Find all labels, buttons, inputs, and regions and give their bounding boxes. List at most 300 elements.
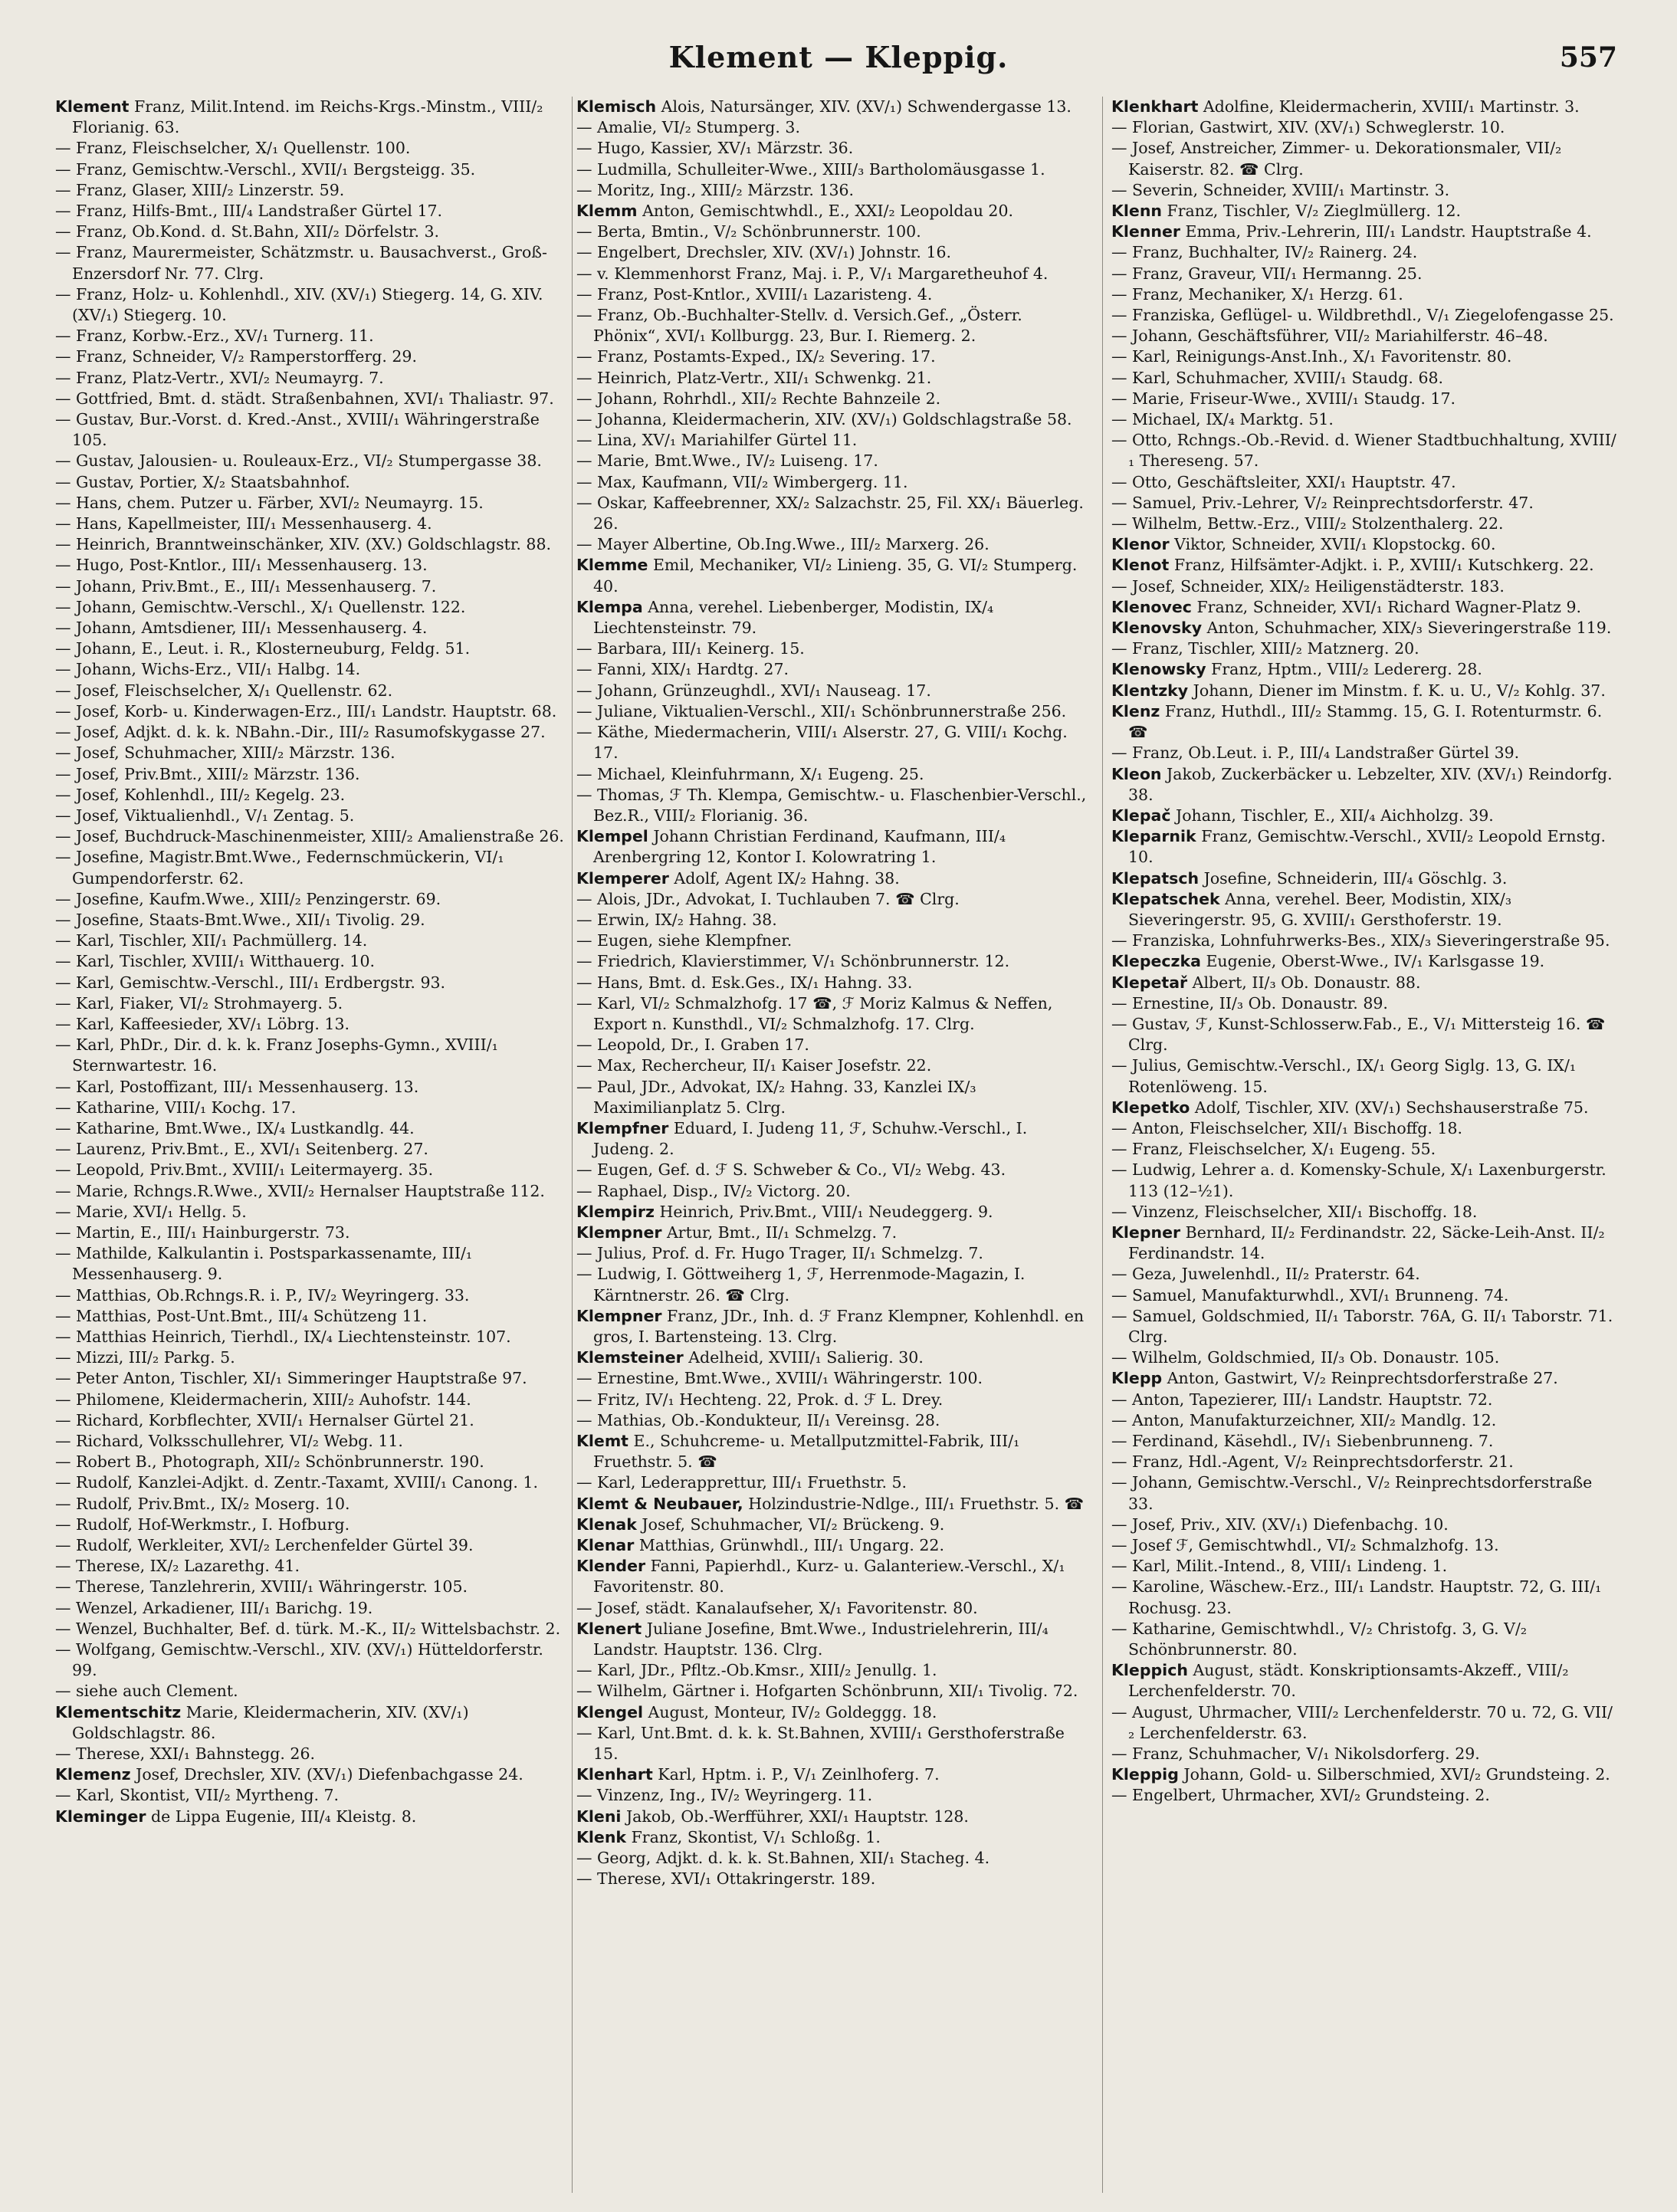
entry-text: — Therese, XXI/₁ Bahnstegg. 26. — [55, 1744, 316, 1764]
entry-text: — Karl, Gemischtw.-Verschl., III/₁ Erdbergstr. 93. — [55, 973, 446, 992]
entry-headword: Klenk — [576, 1827, 627, 1846]
directory-entry — [55, 1160, 569, 1180]
directory-entry — [576, 117, 1090, 138]
directory-entry — [55, 1598, 569, 1619]
directory-entry — [576, 1869, 1090, 1889]
directory-entry — [1111, 1223, 1617, 1264]
directory-entry — [55, 701, 569, 722]
entry-text: — Johann, Amtsdiener, III/₁ Messenhauserg. 4. — [55, 619, 428, 638]
directory-entry — [1111, 1390, 1617, 1410]
directory-entry — [1111, 264, 1617, 284]
entry-text: — Peter Anton, Tischler, XI/₁ Simmeringer Hauptstraße 97. — [55, 1369, 527, 1388]
directory-entry — [576, 1598, 1090, 1619]
entry-text: — Franz, Schneider, V/₂ Ramperstorfferg. 29. — [55, 347, 417, 366]
entry-text: — Josef, Anstreicher, Zimmer- u. Dekorationsmaler, VII/₂ Kaiserstr. 82. ☎ Clrg. — [1111, 139, 1562, 179]
entry-text: Franz, Milit.Intend. im Reichs-Krgs.-Minstm., VIII/₂ Florianig. 63. — [72, 97, 543, 137]
entry-headword: Klemm — [576, 202, 638, 221]
directory-entry — [55, 993, 569, 1014]
entry-text: — Katharine, Bmt.Wwe., IX/₄ Lustkandlg. 44. — [55, 1118, 415, 1137]
entry-text: — Julius, Prof. d. Fr. Hugo Trager, II/₁ Schmelzg. 7. — [576, 1244, 983, 1263]
entry-text: Josefine, Schneiderin, III/₄ Göschlg. 3. — [1199, 868, 1508, 888]
entry-text: — Lina, XV/₁ Mariahilfer Gürtel 11. — [576, 431, 858, 450]
entry-text: — Therese, XVI/₁ Ottakringerstr. 189. — [576, 1869, 876, 1889]
entry-text: Viktor, Schneider, XVII/₁ Klopstockg. 60. — [1169, 535, 1496, 554]
directory-entry — [55, 1202, 569, 1223]
entry-text: Juliane Josefine, Bmt.Wwe., Industrielehrerin, III/₄ Landstr. Hauptstr. 136. Clrg. — [593, 1619, 1049, 1659]
entry-text: — Hans, Bmt. d. Esk.Ges., IX/₁ Hahng. 33. — [576, 973, 913, 992]
directory-entry — [55, 889, 569, 910]
entry-text: Franz, Gemischtw.-Verschl., XVII/₂ Leopold Ernstg. 10. — [1128, 827, 1606, 867]
directory-entry — [55, 1681, 569, 1702]
entry-headword: Klepač — [1111, 806, 1171, 825]
entry-text: — Heinrich, Platz-Vertr., XII/₁ Schwenkg. 21. — [576, 368, 932, 387]
entry-text: — Richard, Korbflechter, XVII/₁ Hernalser Gürtel 21. — [55, 1410, 474, 1429]
directory-entry — [576, 1702, 1090, 1723]
entry-text: Alois, Natursänger, XIV. (XV/₁) Schwendergasse 13. — [656, 97, 1072, 116]
directory-entry — [1111, 1472, 1617, 1514]
entry-headword: Klenkhart — [1111, 97, 1199, 116]
entry-text: — Georg, Adjkt. d. k. k. St.Bahnen, XII/₁ Stacheg. 4. — [576, 1849, 990, 1868]
directory-entry — [55, 159, 569, 180]
entry-text: — Engelbert, Uhrmacher, XVI/₂ Grundsteing. 2. — [1111, 1786, 1490, 1805]
directory-entry — [1111, 1285, 1617, 1306]
directory-entry — [576, 451, 1090, 471]
entry-text: Emil, Mechaniker, VI/₂ Linieng. 35, G. VI/₂ Stumperg. 40. — [593, 556, 1078, 596]
entry-headword: Klenot — [1111, 556, 1170, 575]
directory-entry — [1111, 430, 1617, 471]
entry-text: — Heinrich, Branntweinschänker, XIV. (XV.) Goldschlagstr. 88. — [55, 535, 552, 554]
entry-text: — Josef, Schneider, XIX/₂ Heiligenstädterstr. 183. — [1111, 576, 1505, 596]
directory-entry — [1111, 1306, 1617, 1347]
entry-text: — Anton, Manufakturzeichner, XII/₂ Mandlg. 12. — [1111, 1410, 1497, 1429]
directory-entry — [55, 1368, 569, 1389]
entry-headword: Klemsteiner — [576, 1348, 684, 1367]
entry-headword: Klepatsch — [1111, 868, 1199, 888]
directory-entry — [55, 1223, 569, 1243]
entry-text: — Johann, Rohrhdl., XII/₂ Rechte Bahnzeile 2. — [576, 389, 941, 408]
entry-text: Anna, verehel. Beer, Modistin, XIX/₃ Sieveringerstr. 95, G. XVIII/₁ Gersthoferstr. 19. — [1128, 889, 1512, 929]
directory-entry — [55, 1243, 569, 1285]
entry-text: — Fritz, IV/₁ Hechteng. 22, Prok. d. ℱ L. Drey. — [576, 1390, 944, 1409]
entry-text: Franz, Schneider, XVI/₁ Richard Wagner-Platz 9. — [1191, 597, 1582, 616]
entry-text: — Franz, Ob.Kond. d. St.Bahn, XII/₂ Dörfelstr. 3. — [55, 222, 440, 241]
entry-text: — Rudolf, Priv.Bmt., IX/₂ Moserg. 10. — [55, 1494, 350, 1513]
entry-headword: Klepeczka — [1111, 952, 1201, 971]
page-title: Klement — Kleppig. — [668, 40, 1009, 74]
entry-text: — Mizzi, III/₂ Parkg. 5. — [55, 1348, 235, 1367]
directory-entry — [576, 1035, 1090, 1055]
entry-text: — Barbara, III/₁ Keinerg. 15. — [576, 639, 805, 658]
directory-entry — [55, 1410, 569, 1431]
directory-entry — [1111, 409, 1617, 430]
entry-text: — Josef ℱ, Gemischtwhdl., VI/₂ Schmalzhofg. 13. — [1111, 1536, 1499, 1555]
entry-headword: Klepatschek — [1111, 889, 1220, 908]
entry-text: Johann, Diener im Minstm. f. K. u. U., V/₂ Kohlg. 37. — [1188, 681, 1606, 700]
directory-entry — [576, 409, 1090, 430]
directory-entry — [576, 951, 1090, 972]
directory-entry — [1111, 305, 1617, 326]
entry-text: — Michael, Kleinfuhrmann, X/₁ Eugeng. 25. — [576, 764, 924, 783]
entry-text: — Gottfried, Bmt. d. städt. Straßenbahnen, XVI/₁ Thaliastr. 97. — [55, 389, 554, 408]
directory-entry — [576, 701, 1090, 722]
directory-entry — [576, 785, 1090, 826]
entry-text: Jakob, Zuckerbäcker u. Lebzelter, XIV. (XV/₁) Reindorfg. 38. — [1128, 764, 1613, 804]
entry-text: — Katharine, Gemischtwhdl., V/₂ Christofg. 3, G. V/₂ Schönbrunnerstr. 80. — [1111, 1619, 1528, 1659]
directory-entry — [55, 1619, 569, 1639]
entry-headword: Klenowsky — [1111, 660, 1206, 679]
directory-entry — [1111, 284, 1617, 305]
entry-text: — Gustav, Portier, X/₂ Staatsbahnhof. — [55, 472, 350, 491]
directory-entry — [55, 1535, 569, 1556]
entry-text: — Vinzenz, Fleischselcher, XII/₁ Bischoffg. 18. — [1111, 1202, 1478, 1221]
directory-entry — [55, 1452, 569, 1472]
directory-entry — [1111, 389, 1617, 409]
entry-text: — Franziska, Lohnfuhrwerks-Bes., XIX/₃ Sieveringerstraße 95. — [1111, 931, 1610, 950]
directory-entry — [55, 930, 569, 951]
entry-text: — Franz, Ob.-Buchhalter-Stellv. d. Versich.Gef., „Österr. Phönix“, XVI/₁ Kollburgg. 23, Bur. I. Riemerg. 2. — [576, 306, 1022, 346]
entry-headword: Klepetko — [1111, 1098, 1190, 1117]
entry-headword: Klenhart — [576, 1765, 653, 1784]
entry-text: — Johanna, Kleidermacherin, XIV. (XV/₁) Goldschlagstraße 58. — [576, 410, 1072, 429]
entry-text: Artur, Bmt., II/₁ Schmelzg. 7. — [661, 1223, 898, 1242]
directory-entry — [55, 368, 569, 389]
entry-text: — Hans, Kapellmeister, III/₁ Messenhauserg. 4. — [55, 514, 432, 533]
directory-entry — [1111, 534, 1617, 555]
entry-text: — Raphael, Disp., IV/₂ Victorg. 20. — [576, 1181, 851, 1200]
directory-entry — [576, 1472, 1090, 1493]
directory-entry — [1111, 514, 1617, 534]
entry-text: — Samuel, Priv.-Lehrer, V/₂ Reinprechtsdorferstr. 47. — [1111, 493, 1534, 512]
directory-entry — [1111, 806, 1617, 826]
page-header — [0, 40, 1677, 86]
entry-text: — v. Klemmenhorst Franz, Maj. i. P., V/₁ Margaretheuhof 4. — [576, 264, 1049, 283]
directory-entry — [55, 222, 569, 242]
entry-headword: Klenak — [576, 1515, 637, 1534]
entry-text: Johann, Tischler, E., XII/₄ Aichholzg. 39. — [1170, 806, 1494, 825]
entry-text: Johann Christian Ferdinand, Kaufmann, III/₄ Arenbergring 12, Kontor I. Kolowratring 1. — [593, 827, 1006, 867]
entry-text: — Wenzel, Arkadiener, III/₁ Barichg. 19. — [55, 1598, 373, 1617]
directory-entry — [1111, 346, 1617, 367]
entry-text: — Michael, IX/₄ Marktg. 51. — [1111, 410, 1334, 429]
entry-text: — Gustav, ℱ, Kunst-Schlosserw.Fab., E., V/₁ Mittersteig 16. ☎ Clrg. — [1111, 1014, 1606, 1055]
entry-text: — Engelbert, Drechsler, XIV. (XV/₁) Johnstr. 16. — [576, 243, 952, 262]
directory-entry — [576, 1202, 1090, 1223]
entry-text: — Karl, Skontist, VII/₂ Myrtheng. 7. — [55, 1786, 340, 1805]
entry-text: — Karl, Tischler, XII/₁ Pachmüllerg. 14. — [55, 931, 368, 950]
directory-entry — [55, 1494, 569, 1515]
directory-entry — [55, 493, 569, 514]
directory-entry — [1111, 1452, 1617, 1472]
directory-entry — [1111, 1368, 1617, 1389]
column-divider — [1102, 97, 1103, 2193]
directory-entry — [55, 1807, 569, 1827]
entry-text: Franz, Hilfsämter-Adjkt. i. P., XVIII/₁ Kutschkerg. 22. — [1169, 556, 1594, 575]
directory-entry — [1111, 638, 1617, 659]
entry-text: — Karl, Reinigungs-Anst.Inh., X/₁ Favoritenstr. 80. — [1111, 347, 1512, 366]
directory-entry — [55, 1472, 569, 1493]
directory-entry — [576, 305, 1090, 346]
directory-entry — [1111, 743, 1617, 763]
entry-text: — Hans, chem. Putzer u. Färber, XVI/₂ Neumayrg. 15. — [55, 493, 484, 512]
entry-text: August, Monteur, IV/₂ Goldeggg. 18. — [643, 1702, 937, 1721]
entry-text: — Franz, Holz- u. Kohlenhdl., XIV. (XV/₁) Stiegerg. 14, G. XIV. (XV/₁) Stiegerg. 10. — [55, 284, 543, 325]
directory-entry — [55, 1285, 569, 1306]
entry-text: Heinrich, Priv.Bmt., VIII/₁ Neudeggerg. 9. — [654, 1202, 993, 1221]
entry-text: — Franz, Buchhalter, IV/₂ Rainerg. 24. — [1111, 243, 1418, 262]
entry-text: — Franz, Hdl.-Agent, V/₂ Reinprechtsdorferstr. 21. — [1111, 1452, 1514, 1472]
directory-entry — [1111, 576, 1617, 597]
entry-headword: Klenovsky — [1111, 619, 1203, 638]
directory-entry — [576, 138, 1090, 159]
entry-text: — Karl, VI/₂ Schmalzhofg. 17 ☎, ℱ Moriz Kalmus & Neffen, Export n. Kunsthdl., VI/₂ Schmalzhofg. 17. Clrg. — [576, 993, 1053, 1033]
directory-entry — [576, 555, 1090, 596]
entry-text: — Ferdinand, Käsehdl., IV/₁ Siebenbrunneng. 7. — [1111, 1432, 1494, 1450]
entry-text: — Ludmilla, Schulleiter-Wwe., XIII/₃ Bartholomäusgasse 1. — [576, 159, 1045, 179]
directory-entry — [1111, 555, 1617, 576]
entry-text: — Karl, Unt.Bmt. d. k. k. St.Bahnen, XVIII/₁ Gersthoferstraße 15. — [576, 1723, 1065, 1764]
entry-headword: Klepp — [1111, 1369, 1163, 1388]
directory-entry — [1111, 1014, 1617, 1055]
directory-entry — [1111, 1577, 1617, 1618]
directory-entry — [1111, 1764, 1617, 1785]
entry-headword: Klementschitz — [55, 1702, 182, 1721]
entry-headword: Klement — [55, 97, 130, 116]
entry-headword: Kleppich — [1111, 1661, 1188, 1680]
entry-text: — Eugen, siehe Klempfner. — [576, 931, 793, 950]
entry-text: — Matthias, Ob.Rchngs.R. i. P., IV/₂ Weyringerg. 33. — [55, 1285, 470, 1305]
entry-headword: Klenar — [576, 1536, 635, 1555]
entry-text: — Franz, Hilfs-Bmt., III/₄ Landstraßer Gürtel 17. — [55, 202, 443, 221]
entry-text: — Gustav, Bur.-Vorst. d. Kred.-Anst., XVIII/₁ Währingerstraße 105. — [55, 410, 540, 450]
directory-entry — [55, 785, 569, 806]
directory-entry — [1111, 242, 1617, 263]
directory-entry — [55, 1577, 569, 1597]
directory-entry — [55, 1035, 569, 1076]
entry-text: Jakob, Ob.-Werfführer, XXI/₁ Hauptstr. 128. — [621, 1807, 969, 1826]
directory-entry — [1111, 889, 1617, 930]
entry-text: — Therese, IX/₂ Lazarethg. 41. — [55, 1557, 300, 1576]
directory-entry — [55, 847, 569, 888]
directory-entry — [55, 806, 569, 826]
directory-entry — [55, 1431, 569, 1452]
directory-entry — [1111, 868, 1617, 889]
entry-text: — Moritz, Ing., XIII/₂ Märzstr. 136. — [576, 180, 855, 199]
entry-headword: Kleni — [576, 1807, 622, 1826]
directory-entry — [55, 514, 569, 534]
entry-text: — Josef, Kohlenhdl., III/₂ Kegelg. 23. — [55, 785, 346, 804]
entry-headword: Kleparnik — [1111, 827, 1196, 846]
entry-text: Eugenie, Oberst-Wwe., IV/₁ Karlsgasse 19. — [1200, 952, 1545, 971]
entry-text: — Marie, Rchngs.R.Wwe., XVII/₂ Hernalser Hauptstraße 112. — [55, 1181, 545, 1200]
entry-text: E., Schuhcreme- u. Metallputzmittel-Fabrik, III/₁ Fruethstr. 5. ☎ — [593, 1432, 1020, 1472]
entry-text: — Marie, Friseur-Wwe., XVIII/₁ Staudg. 17. — [1111, 389, 1456, 408]
entry-text: — Hugo, Kassier, XV/₁ Märzstr. 36. — [576, 139, 854, 158]
entry-text: — Karl, Kaffeesieder, XV/₁ Löbrg. 13. — [55, 1014, 350, 1033]
entry-text: — Karl, PhDr., Dir. d. k. k. Franz Josephs-Gymn., XVIII/₁ Sternwartestr. 16. — [55, 1035, 498, 1075]
entry-text: — Philomene, Kleidermacherin, XIII/₂ Auhofstr. 144. — [55, 1390, 471, 1409]
entry-headword: Kleon — [1111, 764, 1162, 783]
directory-entry — [576, 1306, 1090, 1347]
entry-headword: Klenner — [1111, 222, 1181, 241]
entry-text: — Franz, Glaser, XIII/₂ Linzerstr. 59. — [55, 180, 345, 199]
entry-text: — Paul, JDr., Advokat, IX/₂ Hahng. 33, Kanzlei IX/₃ Maximilianplatz 5. Clrg. — [576, 1077, 976, 1117]
entry-text: Marie, Kleidermacherin, XIV. (XV/₁) Goldschlagstr. 86. — [72, 1702, 469, 1742]
entry-text: — Josef, Adjkt. d. k. k. NBahn.-Dir., III/₂ Rasumofskygasse 27. — [55, 723, 546, 742]
directory-entry — [576, 910, 1090, 930]
column-divider — [572, 97, 573, 2193]
column-right — [1111, 97, 1617, 2193]
directory-entry — [576, 430, 1090, 451]
entry-text: — Wilhelm, Bettw.-Erz., VIII/₂ Stolzenthalerg. 22. — [1111, 514, 1504, 533]
directory-entry — [576, 1764, 1090, 1785]
entry-headword: Klentzky — [1111, 681, 1189, 700]
entry-text: — Käthe, Miedermacherin, VIII/₁ Alserstr. 27, G. VIII/₁ Kochg. 17. — [576, 723, 1068, 763]
directory-entry — [1111, 1431, 1617, 1452]
entry-text: — Ernestine, Bmt.Wwe., XVIII/₁ Währingerstr. 100. — [576, 1369, 983, 1388]
directory-entry — [55, 910, 569, 930]
entry-headword: Klempfner — [576, 1118, 669, 1137]
directory-entry — [1111, 138, 1617, 179]
entry-text: Franz, Tischler, V/₂ Zieglmüllerg. 12. — [1162, 202, 1462, 221]
entry-text: Eduard, I. Judeng 11, ℱ, Schuhw.-Verschl., I. Judeng. 2. — [593, 1118, 1028, 1159]
entry-text: — Josef, Fleischselcher, X/₁ Quellenstr. 62. — [55, 681, 393, 700]
directory-entry — [576, 1848, 1090, 1869]
directory-entry — [576, 930, 1090, 951]
directory-entry — [576, 1723, 1090, 1764]
entry-text: — Karl, Fiaker, VI/₂ Strohmayerg. 5. — [55, 993, 343, 1012]
entry-text: — Franz, Fleischselcher, X/₁ Eugeng. 55. — [1111, 1140, 1436, 1159]
entry-text: — Rudolf, Kanzlei-Adjkt. d. Zentr.-Taxamt, XVIII/₁ Canong. 1. — [55, 1473, 538, 1492]
entry-text: — August, Uhrmacher, VIII/₂ Lerchenfelderstr. 70 u. 72, G. VII/₂ Lerchenfelderstr. 63. — [1111, 1702, 1613, 1742]
directory-entry — [1111, 201, 1617, 222]
directory-entry — [1111, 764, 1617, 806]
directory-entry — [1111, 597, 1617, 618]
entry-headword: Klemme — [576, 556, 648, 575]
entry-text: — Erwin, IX/₂ Hahng. 38. — [576, 910, 777, 929]
entry-text: — Severin, Schneider, XVIII/₁ Martinstr. 3. — [1111, 180, 1450, 199]
entry-text: — Josefine, Magistr.Bmt.Wwe., Federnschmückerin, VI/₁ Gumpendorferstr. 62. — [55, 848, 504, 888]
entry-text: — Anton, Fleischselcher, XII/₁ Bischoffg. 18. — [1111, 1118, 1463, 1137]
entry-text: — Matthias, Post-Unt.Bmt., III/₄ Schützeng 11. — [55, 1306, 428, 1325]
directory-entry — [576, 389, 1090, 409]
directory-entry — [1111, 659, 1617, 680]
directory-entry — [576, 1390, 1090, 1410]
directory-entry — [1111, 326, 1617, 346]
directory-entry — [55, 681, 569, 701]
entry-text: — Wilhelm, Gärtner i. Hofgarten Schönbrunn, XII/₁ Tivolig. 72. — [576, 1682, 1078, 1701]
entry-text: — Leopold, Priv.Bmt., XVIII/₁ Leitermayerg. 35. — [55, 1160, 434, 1180]
entry-headword: Klenn — [1111, 202, 1163, 221]
entry-text: — Eugen, Gef. d. ℱ S. Schweber & Co., VI/₂ Webg. 43. — [576, 1160, 1006, 1180]
entry-text: — Karl, JDr., Pfltz.-Ob.Kmsr., XIII/₂ Jenullg. 1. — [576, 1661, 937, 1680]
entry-text: Anna, verehel. Liebenberger, Modistin, IX/₄ Liechtensteinstr. 79. — [593, 597, 994, 638]
entry-text: — Josefine, Staats-Bmt.Wwe., XII/₁ Tivolig. 29. — [55, 910, 425, 929]
directory-entry — [576, 764, 1090, 785]
directory-entry — [55, 1014, 569, 1035]
directory-entry — [55, 1764, 569, 1785]
entry-text: — Franz, Maurermeister, Schätzmstr. u. Bausachverst., Groß-Enzersdorf Nr. 77. Clrg. — [55, 243, 547, 283]
entry-text: Adolf, Agent IX/₂ Hahng. 38. — [668, 868, 900, 888]
entry-headword: Klemt & Neubauer, — [576, 1494, 743, 1513]
directory-entry — [55, 201, 569, 222]
entry-text: — Samuel, Manufakturwhdl., XVI/₁ Brunneng. 74. — [1111, 1285, 1509, 1305]
entry-text: — Berta, Bmtin., V/₂ Schönbrunnerstr. 100. — [576, 222, 921, 241]
entry-text: — Therese, Tanzlehrerin, XVIII/₁ Währingerstr. 105. — [55, 1577, 468, 1597]
entry-text: — Franz, Korbw.-Erz., XV/₁ Turnerg. 11. — [55, 327, 374, 346]
entry-text: Albert, II/₃ Ob. Donaustr. 88. — [1187, 973, 1421, 992]
directory-entry — [576, 1243, 1090, 1264]
directory-entry — [576, 1077, 1090, 1118]
directory-entry — [576, 222, 1090, 242]
entry-headword: Klempner — [576, 1223, 662, 1242]
entry-headword: Klempirz — [576, 1202, 655, 1221]
directory-entry — [1111, 472, 1617, 493]
entry-text: — Franz, Schuhmacher, V/₁ Nikolsdorferg. 29. — [1111, 1744, 1480, 1764]
entry-text: — Rudolf, Hof-Werkmstr., I. Hofburg. — [55, 1515, 350, 1534]
entry-text: Adolf, Tischler, XIV. (XV/₁) Sechshauserstraße 75. — [1190, 1098, 1589, 1117]
directory-entry — [55, 284, 569, 326]
entry-text: — Fanni, XIX/₁ Hardtg. 27. — [576, 660, 789, 679]
directory-entry — [1111, 1139, 1617, 1160]
directory-entry — [1111, 826, 1617, 868]
entry-text: Franz, Skontist, V/₁ Schloßg. 1. — [626, 1827, 881, 1846]
directory-entry — [1111, 1160, 1617, 1201]
directory-entry — [55, 764, 569, 785]
directory-entry — [576, 493, 1090, 534]
entry-text: Adelheid, XVIII/₁ Salierig. 30. — [683, 1348, 924, 1367]
directory-entry — [1111, 930, 1617, 951]
directory-entry — [576, 638, 1090, 659]
directory-entry — [576, 1181, 1090, 1202]
entry-text: — Johann, Geschäftsführer, VII/₂ Mariahilferstr. 46–48. — [1111, 327, 1548, 346]
directory-entry — [576, 1494, 1090, 1515]
directory-entry — [576, 597, 1090, 638]
entry-text: — Josef, Buchdruck-Maschinenmeister, XIII/₂ Amalienstraße 26. — [55, 827, 564, 846]
entry-text: — Josef, Priv., XIV. (XV/₁) Diefenbachg. 10. — [1111, 1515, 1449, 1534]
directory-entry — [1111, 368, 1617, 389]
directory-entry — [576, 1681, 1090, 1702]
entry-headword: Kleppig — [1111, 1765, 1179, 1784]
entry-headword: Klenor — [1111, 535, 1170, 554]
directory-entry — [576, 1118, 1090, 1160]
directory-entry — [55, 743, 569, 763]
directory-entry — [55, 1744, 569, 1764]
directory-entry — [576, 472, 1090, 493]
directory-entry — [576, 1347, 1090, 1368]
entry-text: — Wenzel, Buchhalter, Bef. d. türk. M.-K., II/₂ Wittelsbachstr. 2. — [55, 1619, 561, 1638]
directory-entry — [55, 1347, 569, 1368]
directory-entry — [1111, 1660, 1617, 1702]
entry-text: — Franz, Postamts-Exped., IX/₂ Severing. 17. — [576, 347, 936, 366]
entry-text: Johann, Gold- u. Silberschmied, XVI/₂ Grundsteing. 2. — [1178, 1765, 1610, 1784]
entry-text: Bernhard, II/₂ Ferdinandstr. 22, Säcke-Leih-Anst. II/₂ Ferdinandstr. 14. — [1128, 1223, 1605, 1263]
entry-headword: Klemt — [576, 1432, 628, 1450]
directory-entry — [1111, 1410, 1617, 1431]
entry-text: — Johann, Gemischtw.-Verschl., X/₁ Quellenstr. 122. — [55, 597, 466, 616]
directory-entry — [55, 1639, 569, 1681]
directory-entry — [576, 368, 1090, 389]
directory-entry — [1111, 701, 1617, 743]
directory-entry — [576, 1431, 1090, 1472]
entry-text: — Karl, Postoffizant, III/₁ Messenhauserg. 13. — [55, 1077, 419, 1096]
directory-entry — [1111, 493, 1617, 514]
entry-text: — Karl, Lederapprettur, III/₁ Fruethstr. 5. — [576, 1473, 907, 1492]
directory-entry — [576, 242, 1090, 263]
directory-entry — [1111, 1535, 1617, 1556]
entry-text: — Leopold, Dr., I. Graben 17. — [576, 1035, 809, 1055]
directory-entry — [55, 534, 569, 555]
entry-headword: Klengel — [576, 1702, 644, 1721]
